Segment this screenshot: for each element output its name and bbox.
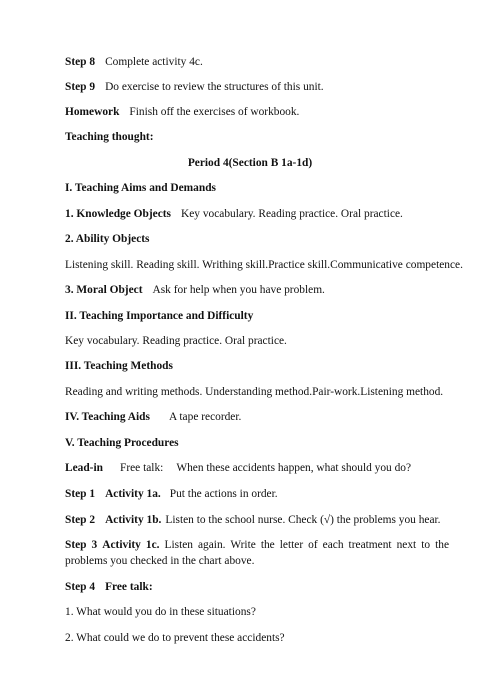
homework-line bbox=[65, 105, 449, 120]
knowledge-objects-label: 1. Knowledge Objects bbox=[65, 208, 171, 220]
ability-objects-text: Listening skill. Reading skill. Writhing skill.Practice skill.Communicative competence. bbox=[65, 259, 463, 271]
moral-object-text: Ask for help when you have problem. bbox=[152, 284, 325, 296]
step2-line bbox=[65, 513, 449, 528]
step9-label: Step 9 bbox=[65, 81, 96, 93]
step8-text: Complete activity 4c. bbox=[105, 56, 203, 68]
step3-text-line1: Listen again. Write the letter of each treatment next to the bbox=[164, 539, 450, 551]
step9-line bbox=[65, 80, 449, 95]
teaching-aids-label: IV. Teaching Aids bbox=[65, 411, 150, 423]
step3-line bbox=[65, 538, 449, 553]
moral-object-label: 3. Moral Object bbox=[65, 284, 143, 296]
step1-text: Put the actions in order. bbox=[169, 488, 278, 500]
section-5-heading: V. Teaching Procedures bbox=[65, 437, 179, 449]
section-1-heading: I. Teaching Aims and Demands bbox=[65, 182, 216, 194]
step2-text: Listen to the school nurse. Check (√) the problems you hear. bbox=[165, 514, 441, 526]
step2-activity: Activity 1b. bbox=[105, 514, 162, 526]
step4-line bbox=[65, 580, 449, 595]
section-2-heading: II. Teaching Importance and Difficulty bbox=[65, 310, 254, 322]
homework-label: Homework bbox=[65, 106, 120, 118]
step3-text-line2: problems you checked in the chart above. bbox=[65, 555, 255, 567]
step1-activity: Activity 1a. bbox=[105, 488, 161, 500]
homework-text: Finish off the exercises of workbook. bbox=[129, 106, 300, 118]
step3-label: Step 3 bbox=[65, 539, 98, 551]
step1-label: Step 1 bbox=[65, 488, 96, 500]
step8-line bbox=[65, 55, 449, 70]
step1-line bbox=[65, 487, 449, 502]
period-title: Period 4(Section B 1a-1d) bbox=[187, 157, 313, 169]
teaching-thought-heading: Teaching thought: bbox=[65, 131, 154, 143]
question-1: 1. What would you do in these situations? bbox=[65, 606, 256, 618]
step9-text: Do exercise to review the structures of this unit. bbox=[105, 81, 324, 93]
lead-in-line bbox=[65, 461, 449, 476]
teaching-aids-line bbox=[65, 410, 449, 425]
section-2-text: Key vocabulary. Reading practice. Oral practice. bbox=[65, 335, 287, 347]
lead-in-question: When these accidents happen, what should you do? bbox=[176, 462, 412, 474]
step4-text: Free talk: bbox=[105, 581, 153, 593]
lead-in-label: Lead-in bbox=[65, 462, 103, 474]
question-2: 2. What could we do to prevent these accidents? bbox=[65, 632, 285, 644]
section-3-text: Reading and writing methods. Understanding method.Pair-work.Listening method. bbox=[65, 386, 444, 398]
step2-label: Step 2 bbox=[65, 514, 96, 526]
teaching-aids-text: A tape recorder. bbox=[168, 411, 242, 423]
knowledge-objects-line bbox=[65, 207, 449, 222]
step4-label: Step 4 bbox=[65, 581, 96, 593]
step8-label: Step 8 bbox=[65, 56, 96, 68]
lead-in-free-talk: Free talk: bbox=[119, 462, 164, 474]
knowledge-objects-text: Key vocabulary. Reading practice. Oral practice. bbox=[181, 208, 403, 220]
section-3-heading: III. Teaching Methods bbox=[65, 360, 173, 372]
step3-activity: Activity 1c. bbox=[102, 539, 160, 551]
ability-objects-heading: 2. Ability Objects bbox=[65, 233, 150, 245]
moral-object-line bbox=[65, 283, 449, 298]
